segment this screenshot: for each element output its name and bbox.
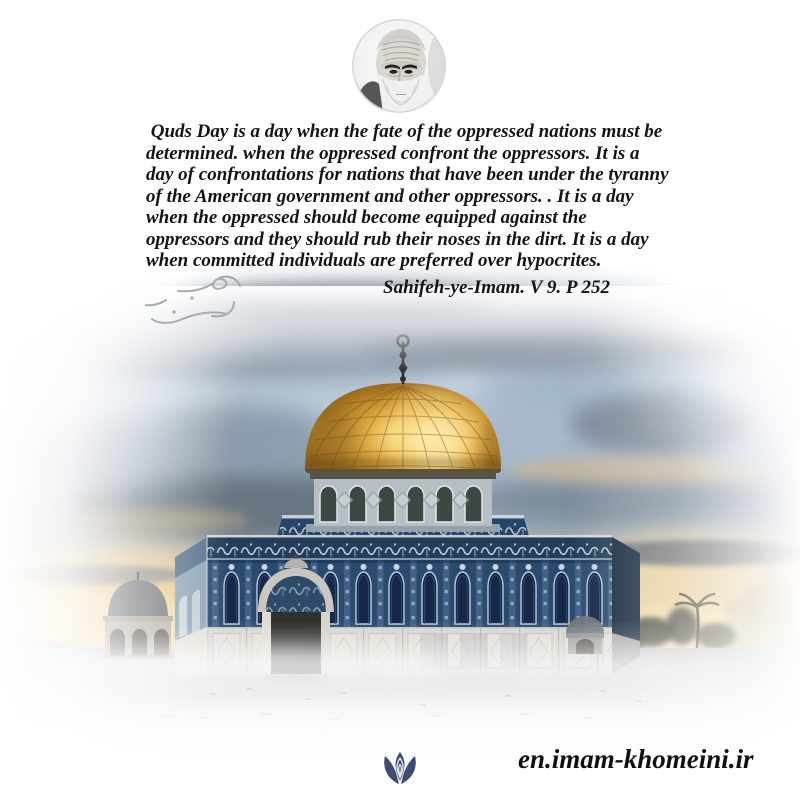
quote-line: determined. when the oppressed confront the oppressors. It is a — [146, 142, 640, 164]
quote-line: Quds Day is a day when the fate of the oppressed nations must be — [146, 121, 663, 142]
quote-line: oppressors and they should rub their noses in the dirt. It is a day — [146, 228, 649, 250]
drum — [306, 470, 500, 532]
portrait-illustration — [352, 19, 446, 113]
quote-line: of the American government and other oppressors. . It is a day — [146, 185, 634, 207]
quote-block — [146, 121, 726, 298]
quote-line: day of confrontations for nations that have been under the tyranny — [146, 164, 669, 185]
quote-attribution: Sahifeh-ye-Imam. V 9. P 252 — [383, 276, 610, 298]
imam-khomeini-portrait — [352, 19, 446, 113]
website-url: en.imam-khomeini.ir — [518, 744, 754, 774]
quote-line: when the oppressed should become equipped against the — [146, 207, 587, 228]
quote-line: when committed individuals are preferred over hypocrites. — [146, 250, 602, 271]
